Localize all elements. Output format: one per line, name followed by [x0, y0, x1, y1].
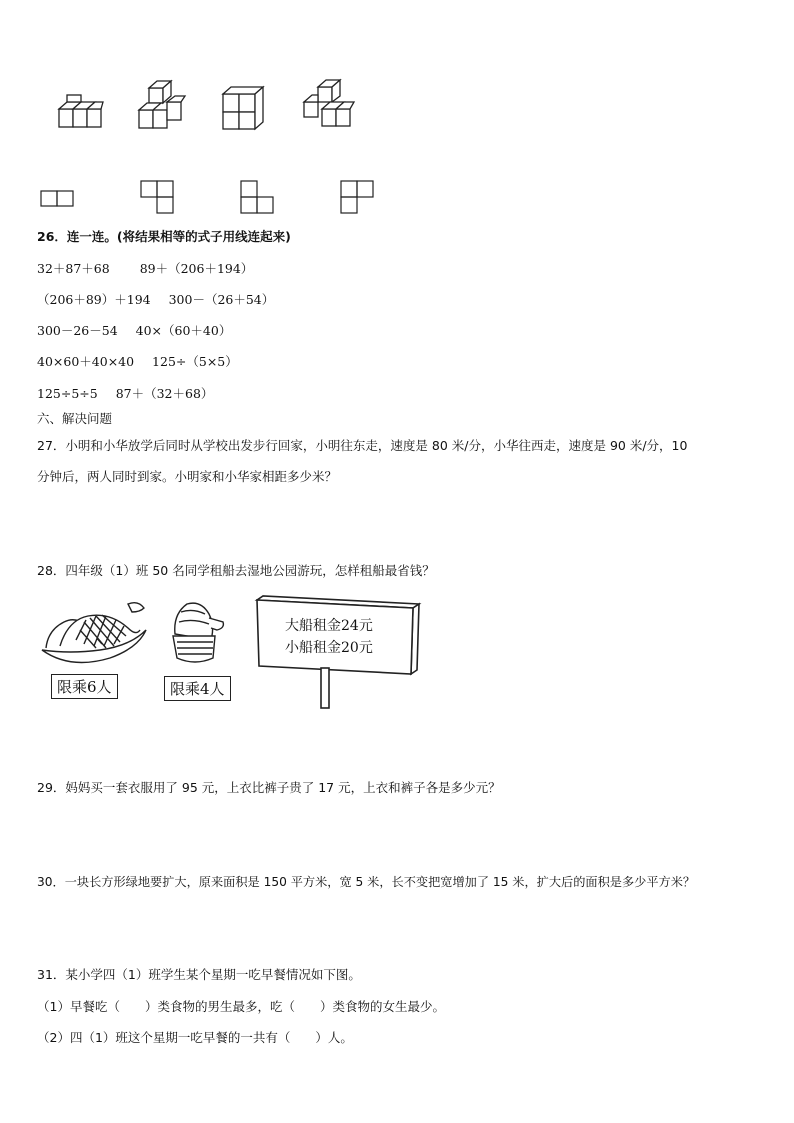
cube-figure-3	[220, 82, 270, 134]
small-boat-capacity: 限乘4人	[164, 676, 231, 701]
q26-left-1: 32＋87＋68	[37, 261, 110, 276]
view-figure-1	[40, 190, 76, 208]
q30-text: 30．一块长方形绿地要扩大，原来面积是 150 平方米，宽 5 米，长不变把宽增加了 15 米，扩大后的面积是多少平方米？	[37, 875, 696, 889]
q26-left-2: （206＋89）＋194	[37, 292, 151, 307]
q26-row-5	[37, 386, 213, 402]
q26-title: 26．连一连。(将结果相等的式子用线连起来)	[37, 229, 291, 244]
q26-right-3: 40×（60＋40）	[135, 323, 232, 338]
q31-text: 31．某小学四（1）班学生某个星期一吃早餐情况如下图。	[37, 967, 361, 982]
q26-right-5: 87＋（32＋68）	[115, 386, 214, 401]
q31-sub-2: （2）四（1）班这个星期一吃早餐的一共有（ ）人。	[37, 1030, 353, 1045]
small-boat-price: 小船租金20元	[285, 640, 373, 656]
q27-line-1: 27．小明和小华放学后同时从学校出发步行回家，小明往东走，速度是 80 米/分，小华往西走，速度是 90 米/分，10	[37, 438, 688, 453]
cube-figure-1	[55, 93, 105, 133]
view-figure-4	[340, 180, 380, 216]
q29-text: 29．妈妈买一套衣服用了 95 元，上衣比裤子贵了 17 元，上衣和裤子各是多少元？	[37, 780, 501, 795]
q26-right-2: 300－（26＋54）	[168, 292, 275, 307]
q27-line-2: 分钟后，两人同时到家。小明家和小华家相距多少米？	[37, 469, 338, 484]
view-figure-2	[140, 180, 180, 216]
large-boat-icon	[40, 600, 150, 668]
q26-right-1: 89＋（206＋194）	[139, 261, 254, 276]
q26-row-3	[37, 323, 231, 339]
q26-row-4	[37, 354, 238, 370]
price-sign-text	[285, 615, 373, 659]
small-boat-icon	[165, 600, 227, 668]
q26-row-1	[37, 261, 253, 277]
q26-left-4: 40×60＋40×40	[37, 354, 135, 369]
q28-text: 28．四年级（1）班 50 名同学租船去湿地公园游玩，怎样租船最省钱？	[37, 563, 435, 578]
q26-row-2	[37, 292, 274, 308]
q31-sub-1: （1）早餐吃（ ）类食物的男生最多，吃（ ）类食物的女生最少。	[37, 999, 445, 1014]
large-boat-capacity: 限乘6人	[51, 674, 118, 699]
q26-left-5: 125÷5÷5	[37, 386, 98, 401]
q26-left-3: 300－26－54	[37, 323, 118, 338]
section-6-title: 六、解决问题	[37, 411, 113, 426]
view-figure-3	[240, 180, 280, 216]
cube-figure-4	[300, 78, 356, 133]
large-boat-price: 大船租金24元	[285, 618, 373, 634]
cube-figure-2	[135, 80, 187, 133]
q26-right-4: 125÷（5×5）	[152, 354, 238, 369]
